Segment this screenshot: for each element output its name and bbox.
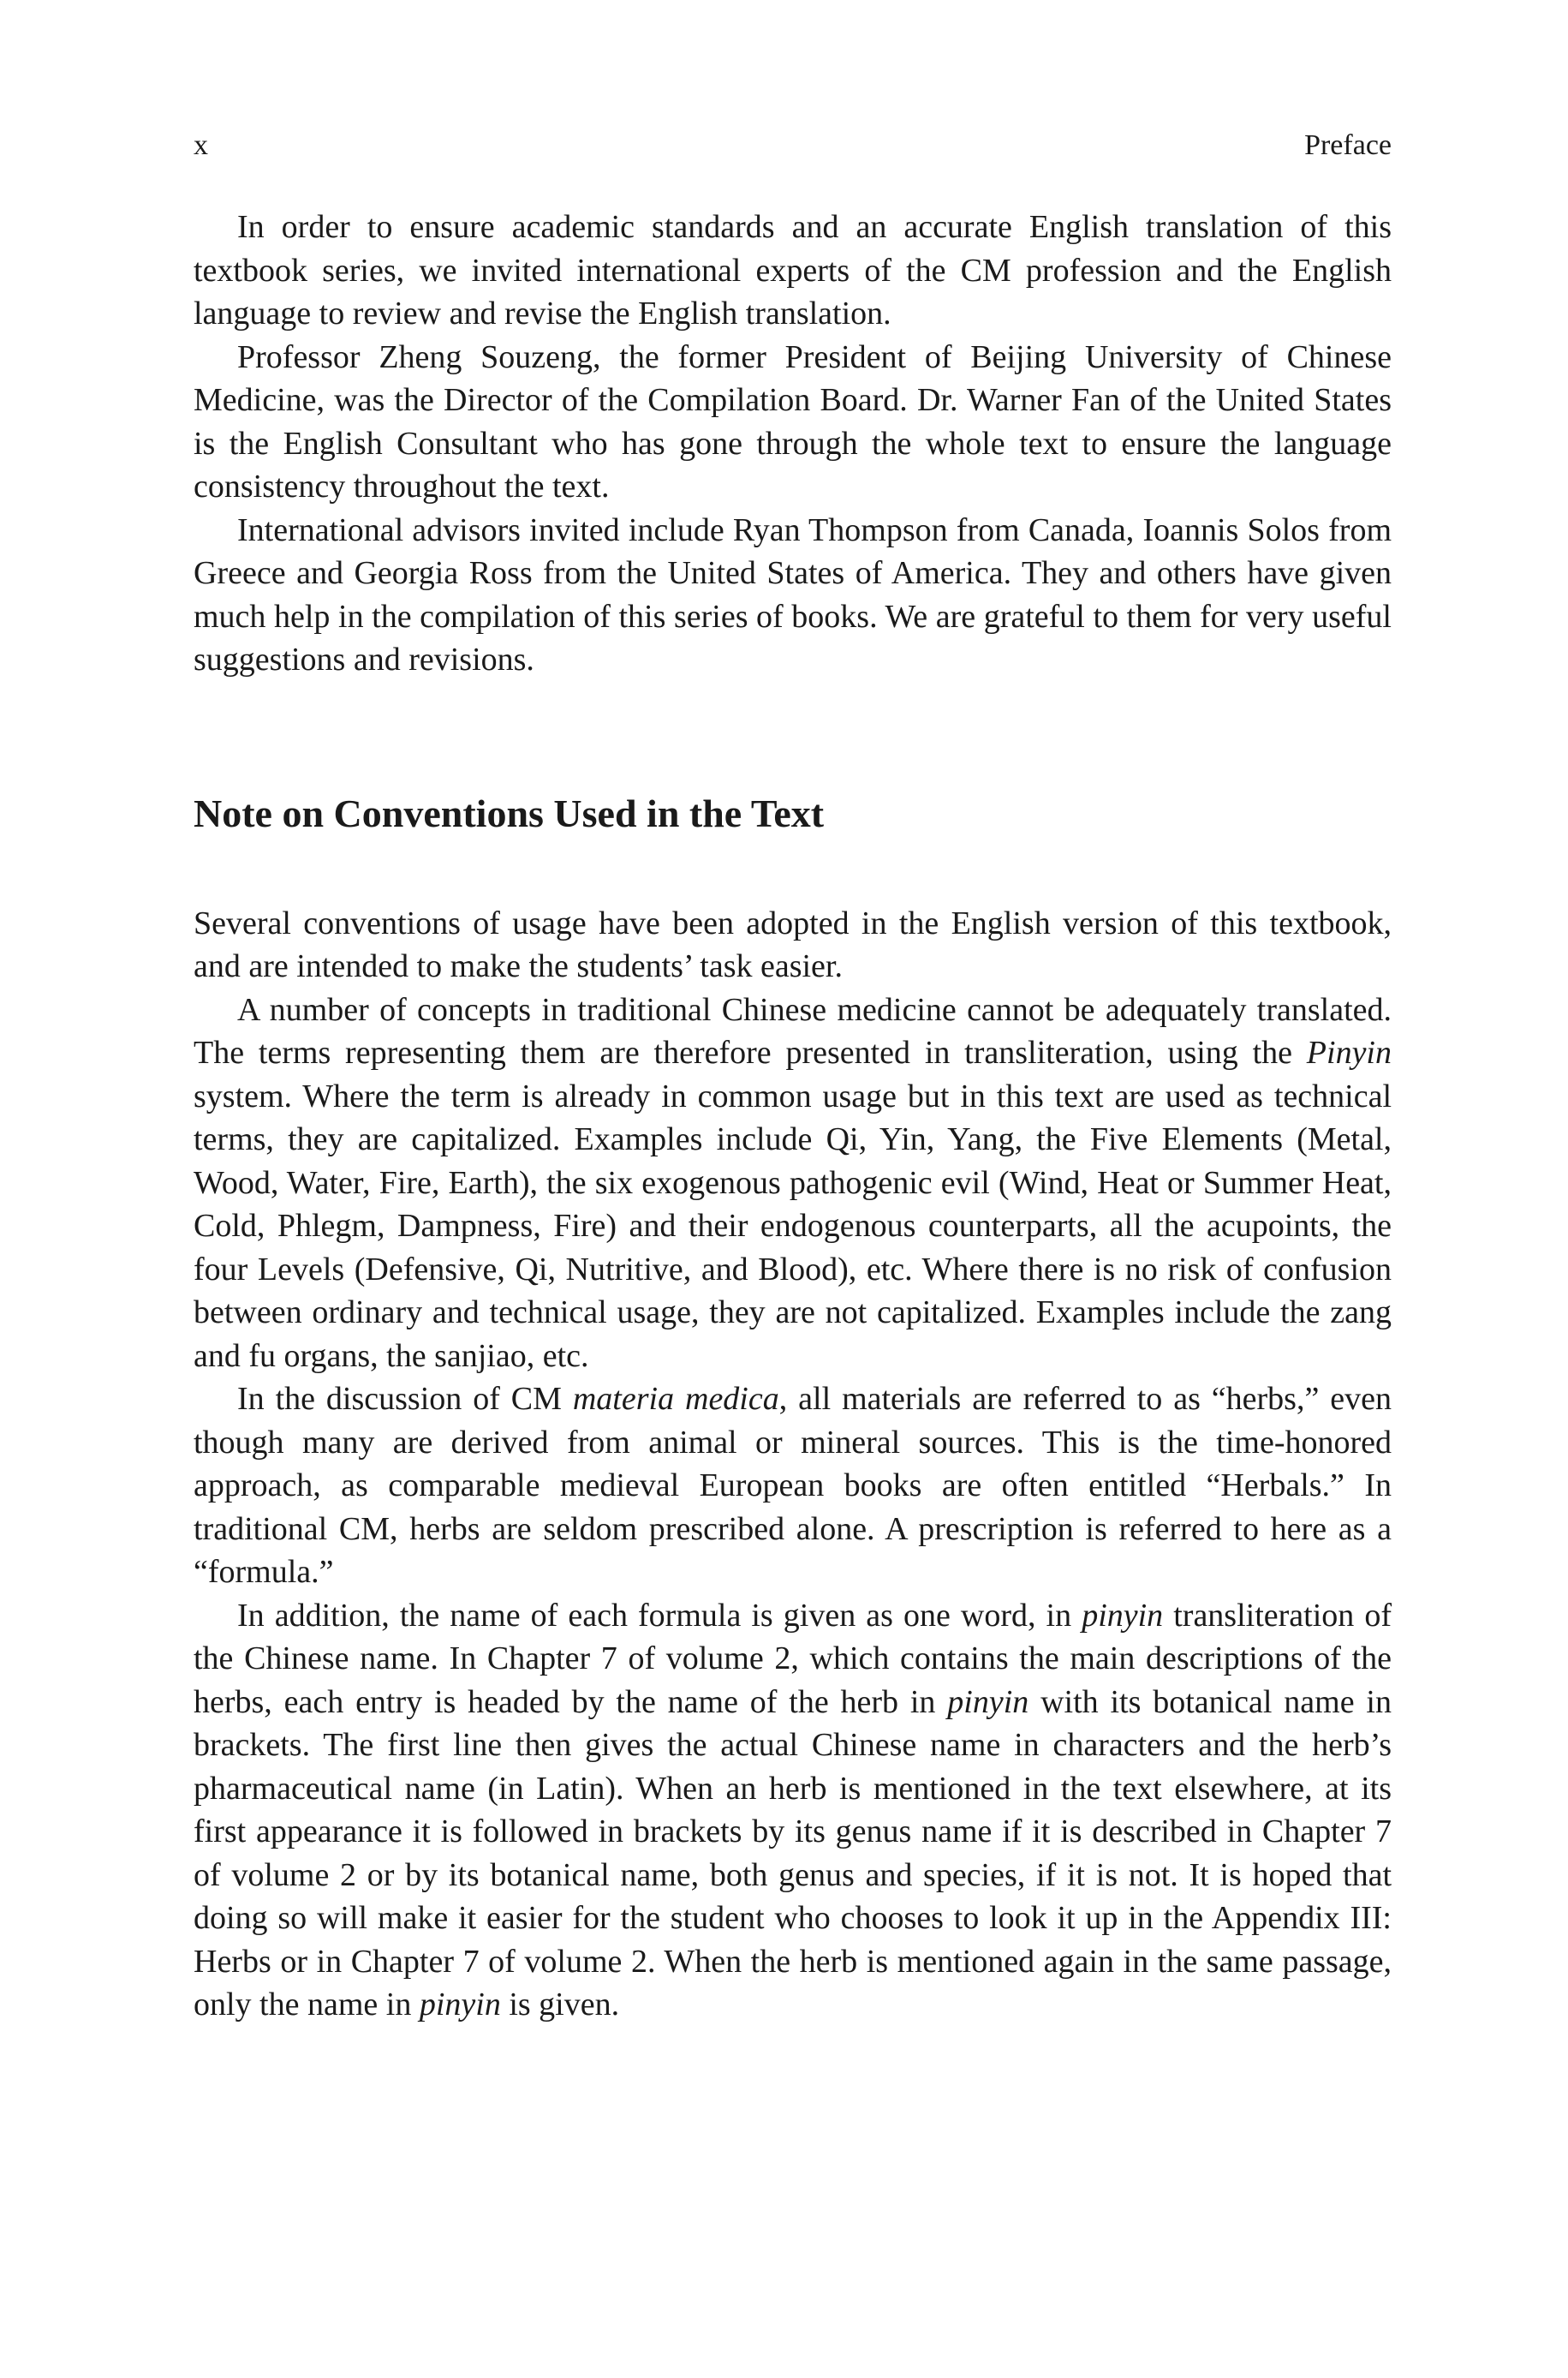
running-title: Preface (1304, 129, 1392, 161)
paragraph: Several conventions of usage have been adopted in the English version of this textbook, and are intended to make the students’ task easier. (194, 905, 1392, 984)
page-number: x (194, 129, 208, 161)
paragraph: International advisors invited include Ryan Thompson from Canada, Ioannis Solos from Greece and Georgia Ross from the United States of America. They and others have given much help in the compilation of this series of books. We are grateful to them for very useful suggestions and revisions. (194, 511, 1392, 678)
section-heading: Note on Conventions Used in the Text (194, 791, 825, 835)
paragraph: In the discussion of CM materia medica, all materials are referred to as “herbs,” even though many are derived from animal or mineral sources. This is the time-honored approach, as comparable medieval European books are often entitled “Herbals.” In traditional CM, herbs are seldom prescribed alone. A prescription is referred to here as a “formula.” (194, 1381, 1392, 1590)
paragraph: In addition, the name of each formula is given as one word, in pinyin transliteration of the Chinese name. In Chapter 7 of volume 2, which contains the main descriptions of the herbs, each entry is headed by the name of the herb in pinyin with its botanical name in brackets. The first line then gives the actual Chinese name in characters and the herb’s pharmaceutical name (in Latin). When an herb is mentioned in the text elsewhere, at its first appearance it is followed in brackets by its genus name if it is described in Chapter 7 of volume 2 or by its botanical name, both genus and species, if it is not. It is hoped that doing so will make it easier for the student who chooses to look it up in the Appendix III: Herbs or in Chapter 7 of volume 2. When the herb is mentioned again in the same passage, only the name in pinyin is given. (194, 1597, 1392, 2022)
page-body (194, 206, 1392, 2027)
paragraph: Professor Zheng Souzeng, the former President of Beijing University of Chinese Medicine, was the Director of the Compilation Board. Dr. Warner Fan of the United States is the English Consultant who has gone through the whole text to ensure the language consistency throughout the text. (194, 338, 1392, 505)
paragraph: In order to ensure academic standards and an accurate English translation of this textbook series, we invited international experts of the CM profession and the English language to review and revise the English translation. (194, 209, 1392, 332)
paragraph: A number of concepts in traditional Chinese medicine cannot be adequately translated. The terms representing them are therefore presented in transliteration, using the Pinyin system. Where the term is already in common usage but in this text are used as technical terms, they are capitalized. Examples include Qi, Yin, Yang, the Five Elements (Metal, Wood, Water, Fire, Earth), the six exogenous pathogenic evil (Wind, Heat or Summer Heat, Cold, Phlegm, Dampness, Fire) and their endogenous counterparts, all the acupoints, the four Levels (Defensive, Qi, Nutritive, and Blood), etc. Where there is no risk of confusion between ordinary and technical usage, they are not capitalized. Examples include the zang and fu organs, the sanjiao, etc. (194, 991, 1392, 1374)
